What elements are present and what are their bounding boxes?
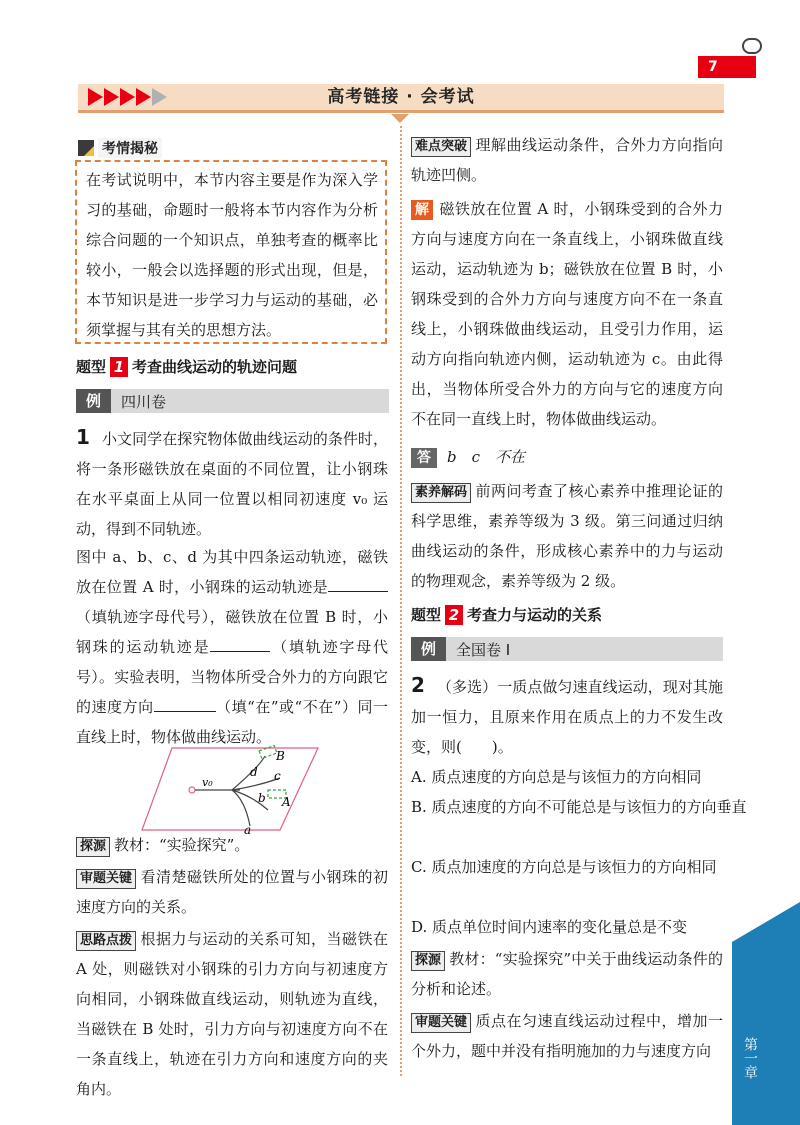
q1-part: 图中 a、b、c、d 为其中四条运动轨迹，磁铁放在位置 A 时，小钢珠的运动轨迹是 [76, 548, 388, 596]
question-type-1 [76, 356, 297, 377]
option-b[interactable]: B. 质点速度的方向不可能总是与该恒力的方向垂直 [411, 798, 747, 816]
label-A: A [282, 795, 291, 809]
question-1-blanks [76, 542, 388, 752]
type-title: 考查力与运动的关系 [467, 606, 603, 624]
answer-label: 答 [411, 448, 437, 468]
tanyuan-label: 探源 [76, 837, 110, 857]
answer-blank[interactable] [154, 695, 216, 712]
nandian [411, 130, 723, 190]
kaoqing-label: 考情揭秘 [98, 138, 162, 158]
header-stripe [78, 110, 724, 113]
type-number: 1 [110, 357, 128, 377]
tanyuan-text: 教材：“实验探究”。 [114, 836, 250, 854]
suyang-label: 素养解码 [411, 483, 471, 503]
kaoqing-tag [78, 138, 162, 158]
label-a: a [244, 823, 252, 834]
jie [411, 194, 723, 434]
nandian-text: 理解曲线运动条件，合外力方向指向轨迹凹侧。 [411, 136, 723, 184]
shenti-label: 审题关键 [411, 1013, 471, 1033]
question-1 [76, 422, 388, 544]
answer-blank[interactable] [328, 575, 388, 592]
shenti-text: 看清楚磁铁所处的位置与小钢珠的初速度方向的关系。 [76, 868, 388, 916]
type-title: 考查曲线运动的轨迹问题 [132, 358, 298, 376]
tanyuan-label: 探源 [411, 951, 445, 971]
question-2 [411, 670, 723, 762]
question-number: 1 [76, 425, 90, 449]
label-B: B [276, 749, 285, 763]
answer-text: b c 不在 [447, 448, 526, 466]
example-bar-2 [411, 637, 723, 661]
suyang [411, 476, 723, 596]
jie-label: 解 [411, 200, 433, 220]
example-tag: 例 [411, 637, 446, 661]
down-triangle-icon [391, 114, 409, 123]
example-source: 全国卷 I [456, 640, 511, 659]
silu-text: 根据力与运动的关系可知，当磁铁在 A 处，则磁铁对小钢珠的引力方向与初速度方向相同，小钢珠做直线运动，则轨迹为直线，当磁铁在 B 处时，引力方向与初速度方向不在一条直线上，轨迹在引力方向和速度方向的夹角内。 [76, 930, 388, 1098]
tanyuan-text: 教材：“实验探究”中关于曲线运动条件的分析和论述。 [411, 950, 723, 998]
question-text: （多选）一质点做匀速直线运动，现对其施加一恒力，且原来作用在质点上的力不发生改变，则( )。 [411, 678, 723, 756]
example-source: 四川卷 [121, 392, 167, 411]
answer [411, 442, 723, 472]
shenti-1 [76, 862, 388, 922]
tanyuan-1 [76, 830, 388, 860]
question-type-2 [411, 604, 602, 625]
tanyuan-2 [411, 944, 723, 1004]
q1-part: （填轨迹字母代号）。实验表明，当物体所受合外力的方向跟它的速度方向 [76, 638, 388, 716]
shenti-2 [411, 1006, 723, 1066]
question-text: 小文同学在探究物体做曲线运动的条件时，将一条形磁铁放在桌面的不同位置，让小钢珠在水平桌面上从同一位置以相同初速度 v₀ 运动，得到不同轨迹。 [76, 430, 388, 538]
kaoqing-text: 在考试说明中，本节内容主要是作为深入学习的基础，命题时一般将本节内容作为分析综合问题的一个知识点，单独考查的概率比较小，一般会以选择题的形式出现，但是，本节知识是进一步学习力与运动的基础，必须掌握与其有关的思想方法。 [86, 171, 378, 339]
shenti-label: 审题关键 [76, 869, 136, 889]
example-bar-1 [76, 389, 389, 413]
answer-blank[interactable] [210, 635, 270, 652]
option-a[interactable]: A. 质点速度的方向总是与该恒力的方向相同 [411, 768, 702, 786]
type-prefix: 题型 [411, 606, 442, 624]
corner-icon [78, 140, 94, 156]
trajectory-figure [140, 738, 320, 834]
q1-part: （填“在”或“不在”）同一直线上时，物体做曲线运动。 [76, 698, 388, 746]
page-number: 7 [698, 56, 756, 78]
label-d: d [250, 765, 258, 779]
nandian-label: 难点突破 [411, 137, 471, 157]
chapter-label: 第一章 [742, 1037, 758, 1079]
header-title: 高考链接 · 会考试 [327, 87, 475, 107]
shenti-text: 质点在匀速直线运动过程中，增加一个外力，题中并没有指明施加的力与速度方向 [411, 1012, 723, 1060]
label-c: c [274, 769, 281, 783]
page-ornament-icon [742, 38, 762, 54]
label-v0: v₀ [202, 776, 213, 789]
silu-label: 思路点拨 [76, 931, 136, 951]
jie-text: 磁铁放在位置 A 时，小钢珠受到的合外力方向与速度方向在一条直线上，小钢珠做直线运动，运动轨迹为 b；磁铁放在位置 B 时，小钢珠受到的合外力方向与速度方向不在一条直线上，小钢珠做曲线运动，且受引力作用，运动方向指向轨迹内侧，运动轨迹为 c。由此得出，当物体所受合外力的方向与它的速度方向不在同一直线上时，物体做曲线运动。 [411, 200, 723, 428]
silu-1 [76, 924, 388, 1104]
option-d[interactable]: D. 质点单位时间内速率的变化量总是不变 [411, 918, 688, 936]
option-c[interactable]: C. 质点加速度的方向总是与该恒力的方向相同 [411, 858, 717, 876]
q1-part: （填轨迹字母代号），磁铁放在位置 B 时，小钢珠的运动轨迹是 [76, 608, 388, 656]
type-prefix: 题型 [76, 358, 107, 376]
type-number: 2 [445, 605, 463, 625]
suyang-text: 前两问考查了核心素养中推理论证的科学思维，素养等级为 3 级。第三问通过归纳曲线运动的条件，形成核心素养中的力与运动的物理观念，素养等级为 2 级。 [411, 482, 723, 590]
example-tag: 例 [76, 389, 111, 413]
column-divider [400, 126, 402, 1076]
label-b: b [258, 791, 266, 805]
question-number: 2 [411, 673, 425, 697]
